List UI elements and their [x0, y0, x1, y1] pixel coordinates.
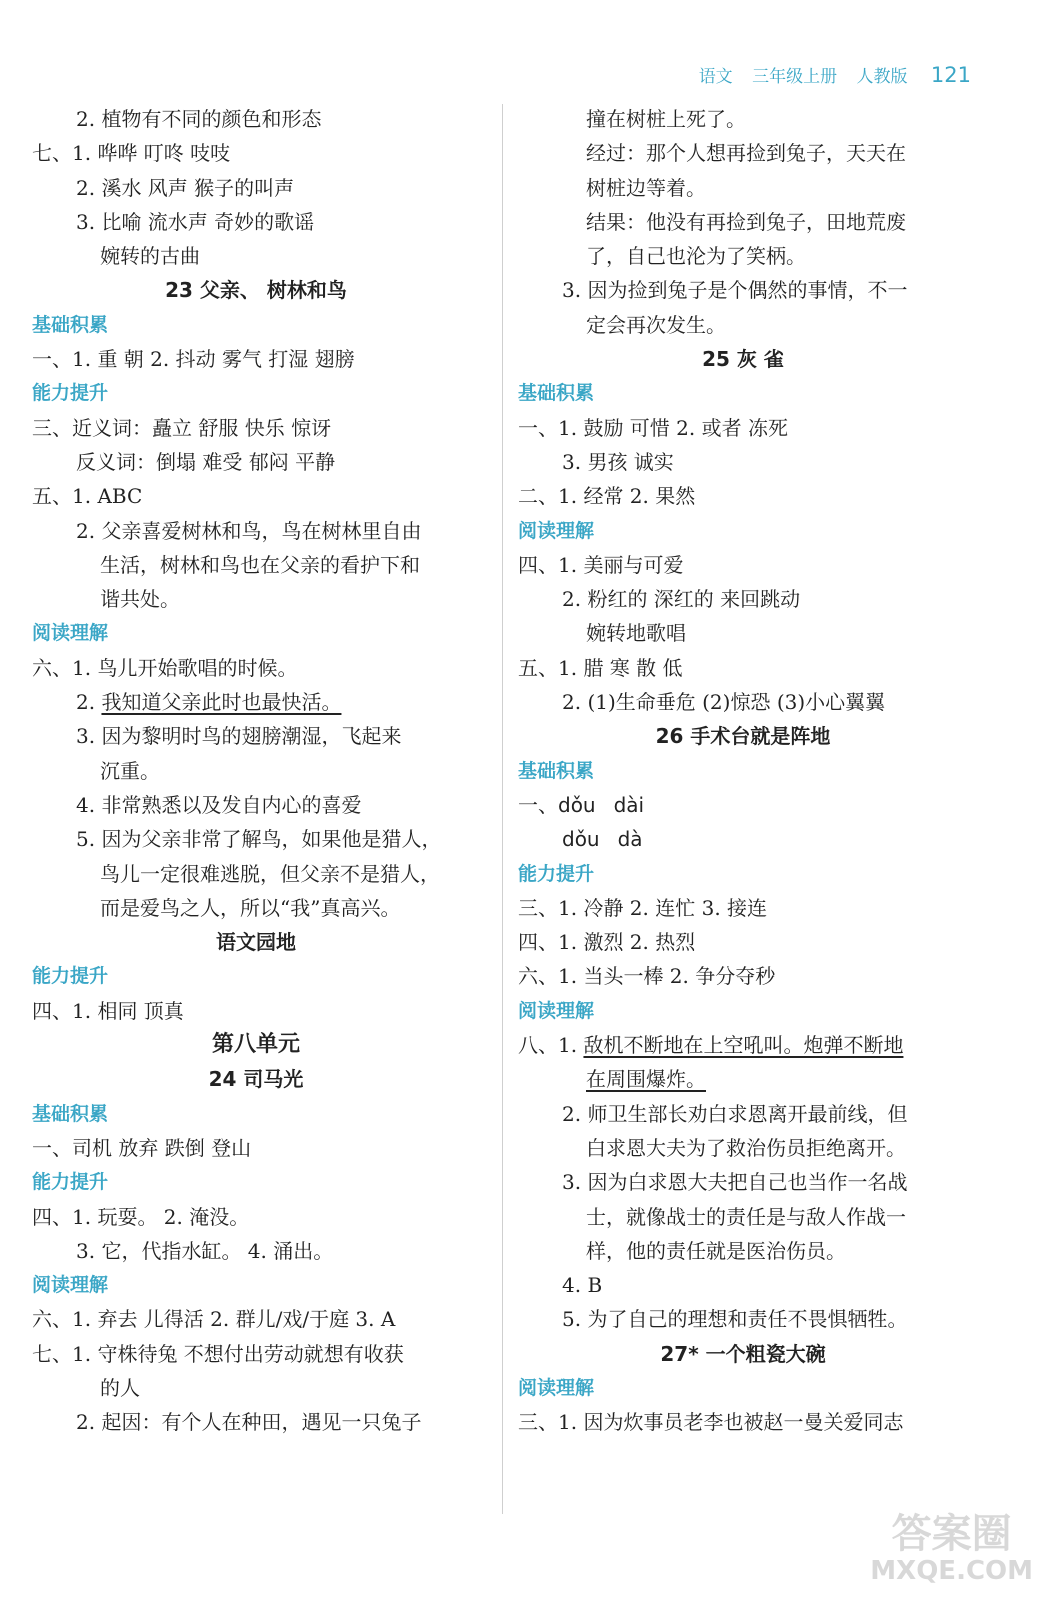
grade-label: 三年级上册 — [752, 67, 838, 87]
column-divider — [502, 104, 503, 1514]
unit-title: 第八单元 — [211, 1032, 300, 1058]
section-heading: 能力提升 — [32, 965, 109, 988]
answer-line: 经过：那个人想再捡到兔子，天天在 — [586, 141, 906, 166]
lesson-title: 27* 一个粗瓷大碗 — [660, 1341, 826, 1366]
lesson-title: 25 灰 雀 — [702, 347, 784, 372]
section-heading: 基础积累 — [518, 759, 595, 782]
underlined-answer: 我知道父亲此时也最快活。 — [101, 690, 342, 715]
answer-line: 树桩边等着。 — [586, 175, 706, 200]
section-heading: 基础积累 — [32, 1102, 109, 1125]
answer-line: 婉转的古曲 — [100, 244, 200, 269]
answer-line: 四、1. 相同 顶真 — [32, 998, 184, 1023]
answer-line: 三、1. 因为炊事员老李也被赵一曼关爱同志 — [518, 1410, 904, 1435]
answer-line: 样，他的责任就是医治伤员。 — [586, 1238, 846, 1263]
pinyin-answer: dǒu — [562, 827, 600, 852]
answer-line: 3. 因为黎明时鸟的翅膀潮湿，飞起来 — [76, 724, 402, 749]
answer-line: 5. 为了自己的理想和责任不畏惧牺牲。 — [562, 1307, 908, 1332]
answer-line: 2. 溪水 风声 猴子的叫声 — [76, 175, 295, 200]
pinyin-answer: dǒu — [558, 792, 596, 817]
answer-line: 三、近义词：矗立 舒服 快乐 惊讶 — [32, 415, 332, 440]
answer-line: 反义词：倒塌 难受 郁闷 平静 — [76, 449, 336, 474]
watermark-text: 答案圈 — [891, 1511, 1012, 1557]
answer-line: 3. 因为捡到兔子是个偶然的事情，不一 — [562, 278, 908, 303]
answer-line: 2. 粉红的 深红的 来回跳动 — [562, 587, 801, 612]
lesson-title: 语文园地 — [216, 930, 296, 955]
edition-label: 人教版 — [856, 67, 908, 87]
answer-line: 六、1. 弃去 儿得活 2. 群儿/戏/于庭 3. A — [32, 1307, 396, 1332]
section-heading: 基础积累 — [518, 382, 595, 405]
answer-line: 2. (1)生命垂危 (2)惊恐 (3)小心翼翼 — [562, 690, 886, 715]
pinyin-answer: dà — [617, 827, 643, 852]
subject-label: 语文 — [698, 67, 733, 87]
answer-line: 六、1. 鸟儿开始歌唱的时候。 — [32, 655, 298, 680]
answer-line: 2. 起因：有个人在种田，遇见一只兔子 — [76, 1410, 422, 1435]
answer-line: 五、1. ABC — [32, 484, 143, 509]
answer-line: 2. 父亲喜爱树林和鸟，鸟在树林里自由 — [76, 518, 422, 543]
answer-line: 六、1. 当头一棒 2. 争分夺秒 — [518, 964, 776, 989]
section-heading: 阅读理解 — [518, 1376, 595, 1399]
answer-line: 鸟儿一定很难逃脱，但父亲不是猎人， — [100, 861, 440, 886]
pinyin-line — [518, 822, 968, 856]
watermark — [870, 1511, 1033, 1586]
answer-line: 5. 因为父亲非常了解鸟，如果他是猎人， — [76, 827, 442, 852]
section-heading: 能力提升 — [32, 1171, 109, 1194]
page-header — [685, 62, 971, 87]
answer-line: 3. 男孩 诚实 — [562, 449, 674, 474]
section-heading: 能力提升 — [518, 862, 595, 885]
answer-line: 2. 师卫生部长劝白求恩离开最前线，但 — [562, 1101, 908, 1126]
lesson-title: 24 司马光 — [208, 1067, 304, 1092]
pinyin-answer: dài — [613, 792, 645, 817]
answer-line: 四、1. 玩耍。 2. 淹没。 — [32, 1204, 250, 1229]
section-heading: 阅读理解 — [518, 999, 595, 1022]
answer-line: 四、1. 美丽与可爱 — [518, 552, 684, 577]
answer-line: 士，就像战士的责任是与敌人作战一 — [586, 1204, 906, 1229]
section-heading: 阅读理解 — [32, 622, 109, 645]
answer-line: 的人 — [100, 1375, 140, 1400]
watermark-url: MXQE.COM — [870, 1556, 1033, 1586]
answer-line: 3. 它，代指水缸。 4. 涌出。 — [76, 1238, 334, 1263]
answer-line: 七、1. 哗哗 叮咚 吱吱 — [32, 141, 231, 166]
answer-line: 了，自己也沦为了笑柄。 — [586, 244, 806, 269]
answer-line: 一、1. 鼓励 可惜 2. 或者 冻死 — [518, 415, 788, 440]
answer-line: 七、1. 守株待兔 不想付出劳动就想有收获 — [32, 1341, 404, 1366]
section-heading: 能力提升 — [32, 382, 109, 405]
left-column — [32, 102, 480, 1440]
question-number: 八、1. — [518, 1033, 584, 1058]
answer-line: 谐共处。 — [100, 587, 180, 612]
answer-line: 沉重。 — [100, 758, 160, 783]
answer-line: 3. 比喻 流水声 奇妙的歌谣 — [76, 209, 315, 234]
answer-line: 一、1. 重 朝 2. 抖动 雾气 打湿 翅膀 — [32, 347, 355, 372]
pinyin-line — [518, 788, 968, 822]
answer-line: 一、司机 放弃 跌倒 登山 — [32, 1135, 252, 1160]
answer-line — [518, 1062, 968, 1096]
question-number: 2. — [76, 690, 102, 715]
answer-line — [518, 1028, 968, 1062]
question-number: 一、 — [518, 792, 558, 817]
answer-line: 而是爱鸟之人，所以“我”真高兴。 — [100, 895, 401, 920]
answer-line: 生活，树林和鸟也在父亲的看护下和 — [100, 552, 420, 577]
answer-line: 3. 因为白求恩大夫把自己也当作一名战 — [562, 1170, 908, 1195]
answer-line: 结果：他没有再捡到兔子，田地荒废 — [586, 209, 906, 234]
lesson-title: 23 父亲、 树林和鸟 — [165, 278, 347, 303]
underlined-answer: 在周围爆炸。 — [586, 1067, 706, 1092]
answer-line: 二、1. 经常 2. 果然 — [518, 484, 696, 509]
answer-line: 婉转地歌唱 — [586, 621, 686, 646]
section-heading: 阅读理解 — [32, 1274, 109, 1297]
answer-line: 四、1. 激烈 2. 热烈 — [518, 930, 696, 955]
lesson-title: 26 手术台就是阵地 — [655, 724, 831, 749]
answer-line: 4. 非常熟悉以及发自内心的喜爱 — [76, 792, 362, 817]
page-number: 121 — [930, 63, 971, 87]
answer-line: 五、1. 腊 寒 散 低 — [518, 655, 683, 680]
answer-line: 4. B — [562, 1273, 603, 1298]
answer-line: 三、1. 冷静 2. 连忙 3. 接连 — [518, 895, 768, 920]
right-column — [518, 102, 968, 1440]
section-heading: 阅读理解 — [518, 519, 595, 542]
answer-line — [32, 685, 480, 719]
underlined-answer: 敌机不断地在上空吼叫。炮弹不断地 — [583, 1033, 904, 1058]
answer-line: 白求恩大夫为了救治伤员拒绝离开。 — [586, 1135, 906, 1160]
section-heading: 基础积累 — [32, 313, 109, 336]
answer-line: 撞在树桩上死了。 — [586, 107, 746, 131]
answer-line: 2. 植物有不同的颜色和形态 — [76, 107, 322, 131]
answer-line: 定会再次发生。 — [586, 312, 726, 337]
